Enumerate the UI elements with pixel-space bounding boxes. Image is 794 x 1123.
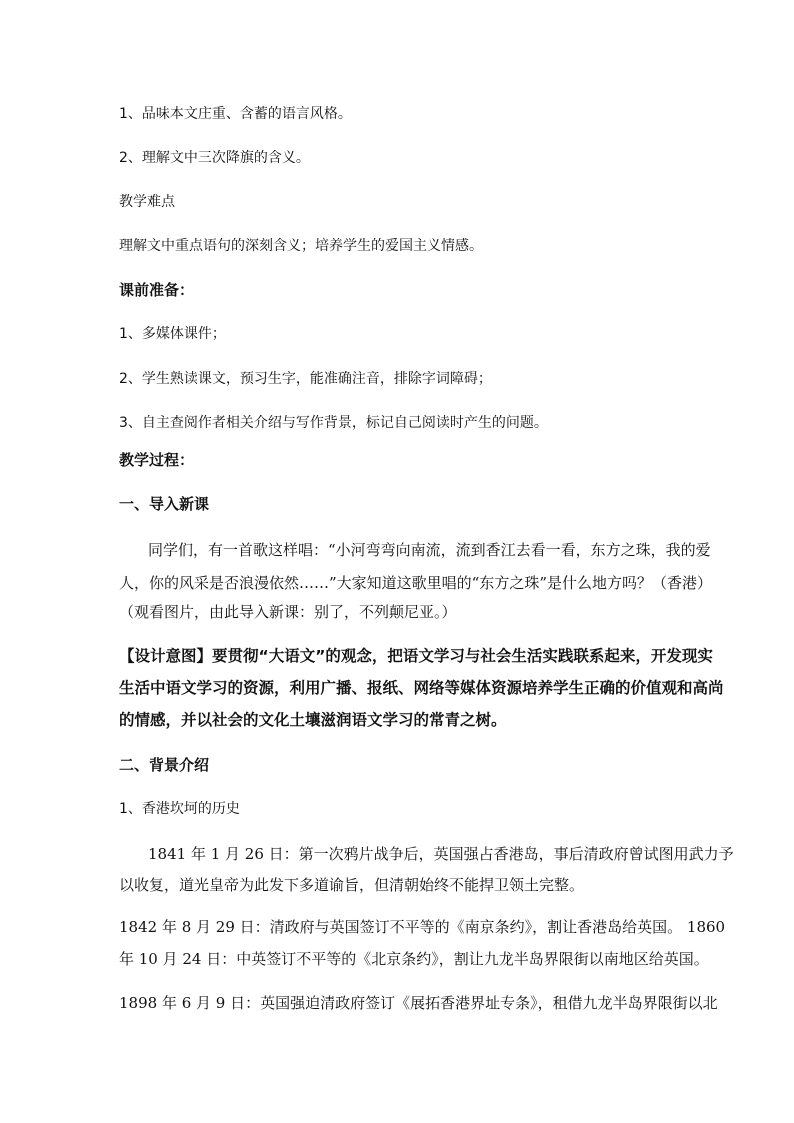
section2-heading: 二、背景介绍 <box>119 756 210 774</box>
preparation-item-1: 1、多媒体课件； <box>119 326 226 342</box>
difficulty-text: 理解文中重点语句的深刻含义；培养学生的爱国主义情感。 <box>119 238 483 254</box>
history-line-1: 1841 年 1 月 26 日：第一次鸦片战争后，英国强占香港岛，事后清政府曾试图用武力予 <box>148 845 734 863</box>
section1-heading: 一、导入新课 <box>119 495 210 513</box>
intro-line-2: 人，你的风采是否浪漫依然……”大家知道这歌里唱的“东方之珠”是什么地方吗？（香港） <box>119 574 713 592</box>
history-subheading: 1、香港坎坷的历史 <box>119 801 240 817</box>
preparation-item-3: 3、自主查阅作者相关介绍与写作背景，标记自己阅读时产生的问题。 <box>119 415 548 431</box>
preparation-heading: 课前准备： <box>119 281 195 299</box>
history-line-2: 以收复，道光皇帝为此发下多道谕旨，但清朝始终不能捍卫领土完整。 <box>119 876 585 894</box>
history-line-3: 1842 年 8 月 29 日：清政府与英国签订不平等的《南京条约》，割让香港岛给英国。 1860 <box>119 918 726 936</box>
objective-1: 1、品味本文庄重、含蓄的语言风格。 <box>119 106 352 122</box>
preparation-item-2: 2、学生熟读课文，预习生字，能准确注音，排除字词障碍； <box>119 371 492 387</box>
design-intent-line-1: 【设计意图】要贯彻“大语文”的观念，把语文学习与社会生活实践联系起来，开发现实 <box>119 647 713 665</box>
history-line-5: 1898 年 6 月 9 日：英国强迫清政府签订《展拓香港界址专条》，租借九龙半岛界限街以北 <box>119 994 718 1012</box>
history-line-4: 年 10 月 24 日：中英签订不平等的《北京条约》，割让九龙半岛界限街以南地区给英国。 <box>119 950 709 968</box>
design-intent-line-2: 生活中语文学习的资源，利用广播、报纸、网络等媒体资源培养学生正确的价值观和高尚 <box>119 679 724 697</box>
intro-line-1: 同学们，有一首歌这样唱：“小河弯弯向南流，流到香江去看一看，东方之珠，我的爱 <box>148 541 711 559</box>
design-intent-line-3: 的情感，并以社会的文化土壤滋润语文学习的常青之树。 <box>119 711 507 729</box>
process-heading: 教学过程： <box>119 451 195 469</box>
objective-2: 2、理解文中三次降旗的含义。 <box>119 150 310 166</box>
intro-line-3: （观看图片，由此导入新课：别了，不列颠尼亚。） <box>119 603 457 621</box>
difficulty-heading: 教学难点 <box>119 194 175 210</box>
